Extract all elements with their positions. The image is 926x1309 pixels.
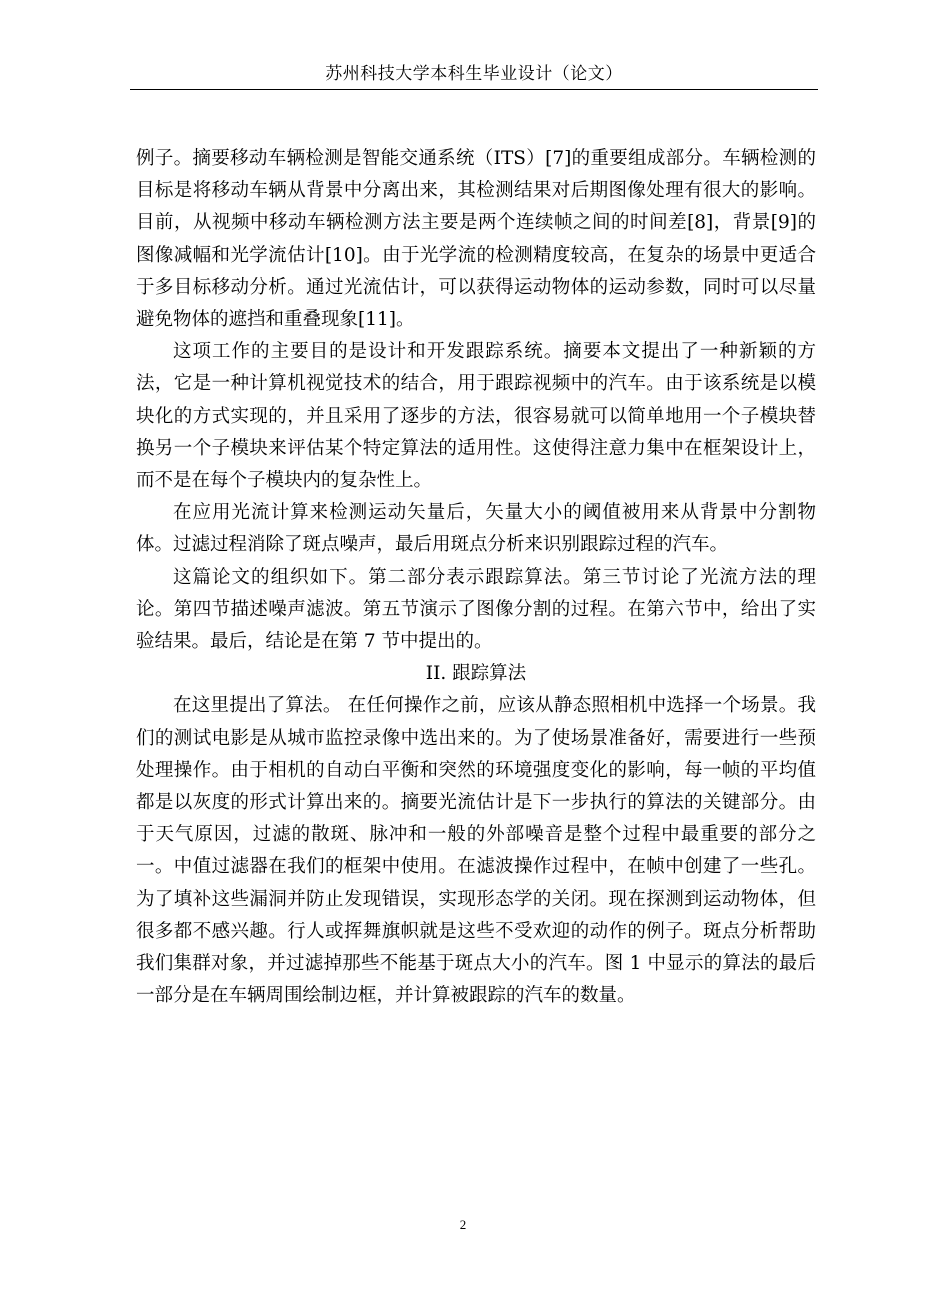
header-rule [130, 89, 818, 90]
body-text [136, 143, 816, 1012]
paragraph: 这篇论文的组织如下。第二部分表示跟踪算法。第三节讨论了光流方法的理论。第四节描述噪声滤波。第五节演示了图像分割的过程。在第六节中，给出了实验结果。最后，结论是在第 7 节中提出的。 [136, 566, 816, 653]
paragraph-continuation: 例子。摘要移动车辆检测是智能交通系统（ITS）[7]的重要组成部分。车辆检测的目标是将移动车辆从背景中分离出来，其检测结果对后期图像处理有很大的影响。目前，从视频中移动车辆检测方法主要是两个连续帧之间的时间差[8]，背景[9]的图像减幅和光学流估计[10]。由于光学流的检测精度较高，在复杂的场景中更适合于多目标移动分析。通过光流估计，可以获得运动物体的运动参数，同时可以尽量避免物体的遮挡和重叠现象[11]。 [136, 148, 816, 331]
paragraph: 在应用光流计算来检测运动矢量后，矢量大小的阈值被用来从背景中分割物体。过滤过程消除了斑点噪声，最后用斑点分析来识别跟踪过程的汽车。 [136, 502, 816, 556]
running-header: 苏州科技大学本科生毕业设计（论文） [325, 64, 623, 84]
paragraph: 在这里提出了算法。 在任何操作之前，应该从静态照相机中选择一个场景。我们的测试电影是从城市监控录像中选出来的。为了使场景准备好，需要进行一些预处理操作。由于相机的自动白平衡和突然的环境强度变化的影响，每一帧的平均值都是以灰度的形式计算出来的。摘要光流估计是下一步执行的算法的关键部分。由于天气原因，过滤的散斑、脉冲和一般的外部噪音是整个过程中最重要的部分之一。中值过滤器在我们的框架中使用。在滤波操作过程中，在帧中创建了一些孔。为了填补这些漏洞并防止发现错误，实现形态学的关闭。现在探测到运动物体，但很多都不感兴趣。行人或挥舞旗帜就是这些不受欢迎的动作的例子。斑点分析帮助我们集群对象，并过滤掉那些不能基于斑点大小的汽车。图 1 中显示的算法的最后一部分是在车辆周围绘制边框，并计算被跟踪的汽车的数量。 [136, 695, 816, 1007]
paragraph: 这项工作的主要目的是设计和开发跟踪系统。摘要本文提出了一种新颖的方法，它是一种计算机视觉技术的结合，用于跟踪视频中的汽车。由于该系统是以模块化的方式实现的，并且采用了逐步的方法，很容易就可以简单地用一个子模块替换另一个子模块来评估某个特定算法的适用性。这使得注意力集中在框架设计上，而不是在每个子模块内的复杂性上。 [136, 341, 816, 492]
page-number: 2 [459, 1217, 467, 1232]
section-heading: II. 跟踪算法 [425, 663, 527, 685]
